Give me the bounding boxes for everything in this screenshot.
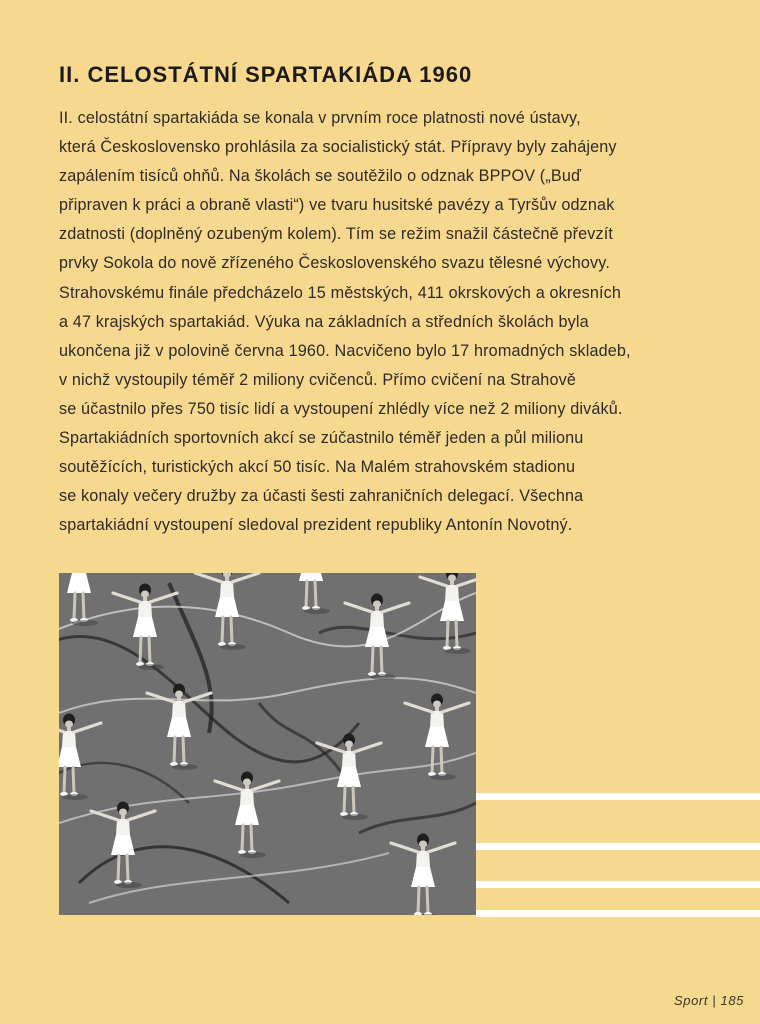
body-line: II. celostátní spartakiáda se konala v prvním roce platnosti nové ústavy, [59, 109, 581, 127]
body-line: se účastnilo přes 750 tisíc lidí a vystoupení zhlédly více než 2 miliony diváků. [59, 399, 623, 418]
body-line: Strahovskému finále předcházelo 15 městských, 411 okrskových a okresních [59, 283, 622, 302]
spartakiada-photo [59, 573, 476, 915]
page-footer [674, 993, 744, 1008]
body-line: připraven k práci a obraně vlasti“) ve tvaru husitské pavézy a Tyršův odznak [59, 196, 615, 215]
body-line: která Československo prohlásila za socialistický stát. Přípravy byly zahájeny [59, 138, 617, 157]
article-body [59, 104, 719, 540]
body-line: v nichž vystoupily téměř 2 miliony cvičenců. Přímo cvičení na Strahově [59, 370, 577, 389]
body-line: zdatnosti (doplněný ozubeným kolem). Tím se režim snažil částečně převzít [59, 225, 614, 244]
body-line: Spartakiádních sportovních akcí se zúčastnilo téměř jeden a půl milionu [59, 429, 584, 448]
body-line: ukončena již v polovině června 1960. Nacvičeno bylo 17 hromadných skladeb, [59, 341, 631, 360]
footer-section: Sport [674, 993, 709, 1008]
body-line: a 47 krajských spartakiád. Výuka na základních a středních školách byla [59, 312, 589, 331]
body-line: se konaly večery družby za účasti šesti zahraničních delegací. Všechna [59, 487, 584, 506]
page-number: 185 [720, 993, 744, 1008]
body-line: zapálením tisíců ohňů. Na školách se soutěžilo o odznak BPPOV („Buď [59, 167, 582, 186]
decorative-stripe [476, 793, 760, 800]
decorative-stripe [476, 843, 760, 850]
body-line: prvky Sokola do nově zřízeného Československého svazu tělesné výchovy. [59, 254, 610, 273]
footer-separator: | [712, 993, 717, 1008]
decorative-stripe [476, 881, 760, 888]
page-title: II. CELOSTÁTNÍ SPARTAKIÁDA 1960 [59, 62, 473, 87]
body-line: soutěžících, turistických akcí 50 tisíc. Na Malém strahovském stadionu [59, 458, 576, 477]
decorative-stripe [476, 910, 760, 917]
body-line: spartakiádní vystoupení sledoval prezident republiky Antonín Novotný. [59, 516, 573, 535]
